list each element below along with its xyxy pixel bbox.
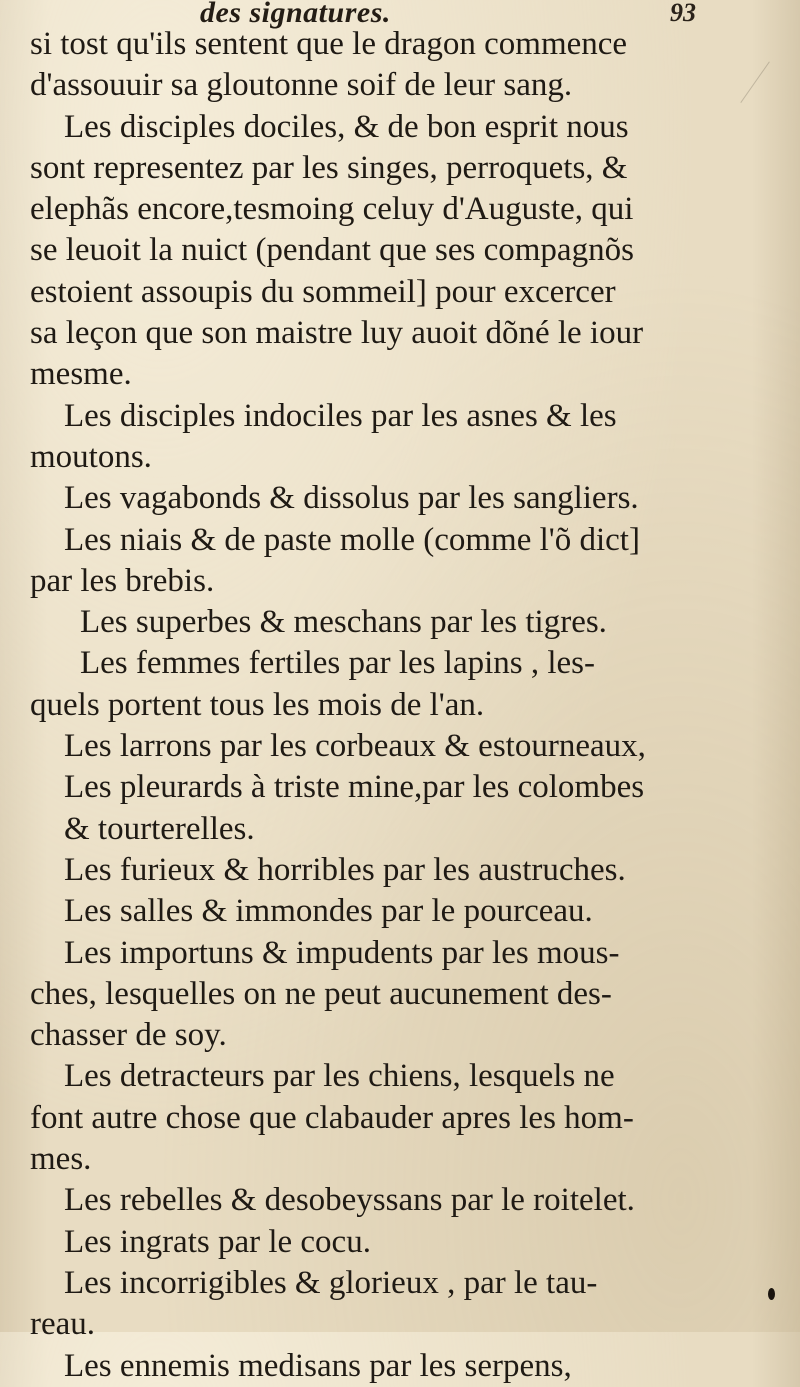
text-line: si tost qu'ils sentent que le dragon commence (30, 26, 628, 62)
text-line: font autre chose que clabauder apres les hom- (30, 1099, 634, 1136)
text-line: se leuoit la nuict (pendant que ses compagnõs (30, 232, 634, 269)
text-line: & tourterelles. (64, 810, 255, 847)
text-line: ches, lesquelles on ne peut aucunement des- (30, 975, 612, 1012)
text-line: Les salles & immondes par le pourceau. (64, 893, 593, 930)
text-line: Les disciples indociles par les asnes & les (64, 397, 617, 434)
text-line: Les importuns & impudents par les mous- (64, 934, 620, 971)
text-line: chasser de soy. (30, 1017, 227, 1054)
text-line: reau. (30, 1306, 96, 1343)
text-line: Les larrons par les corbeaux & estourneaux, (64, 728, 646, 765)
text-line: Les vagabonds & dissolus par les sangliers. (64, 480, 639, 517)
body-text (30, 24, 770, 1387)
text-line: moutons. (30, 438, 152, 475)
text-line: estoient assoupis du sommeil] pour excercer (30, 273, 616, 310)
text-line: mes. (30, 1141, 92, 1178)
text-line: Les rebelles & desobeyssans par le roitelet. (64, 1182, 635, 1219)
text-line: Les ingrats par le cocu. (64, 1223, 371, 1260)
text-line: sa leçon que son maistre luy auoit dõné le iour (30, 315, 644, 352)
text-line: Les incorrigibles & glorieux , par le tau- (64, 1264, 598, 1301)
text-line: Les niais & de paste molle (comme l'õ dict] (64, 521, 640, 558)
text-line: Les superbes & meschans par les tigres. (80, 604, 607, 641)
text-line: Les femmes fertiles par les lapins , les- (80, 645, 595, 682)
ink-dot (768, 1288, 775, 1300)
text-line: Les pleurards à triste mine,par les colombes (64, 769, 645, 806)
page-number: 93 (670, 0, 696, 27)
text-line: Les furieux & horribles par les austruches. (64, 851, 626, 888)
text-line: Les detracteurs par les chiens, lesquels ne (64, 1058, 615, 1095)
text-line: Les disciples dociles, & de bon esprit nous (64, 108, 629, 145)
running-head: des signatures. (200, 0, 391, 29)
text-line: mesme. (30, 356, 132, 393)
text-line: elephãs encore,tesmoing celuy d'Auguste, qui (30, 191, 634, 228)
text-line: quels portent tous les mois de l'an. (30, 686, 485, 723)
text-line: Les ennemis medisans par les serpens, (64, 1347, 572, 1384)
text-line: sont representez par les singes, perroquets, & (30, 149, 628, 186)
text-line: par les brebis. (30, 562, 215, 599)
text-line: d'assouuir sa gloutonne soif de leur sang. (30, 67, 573, 104)
